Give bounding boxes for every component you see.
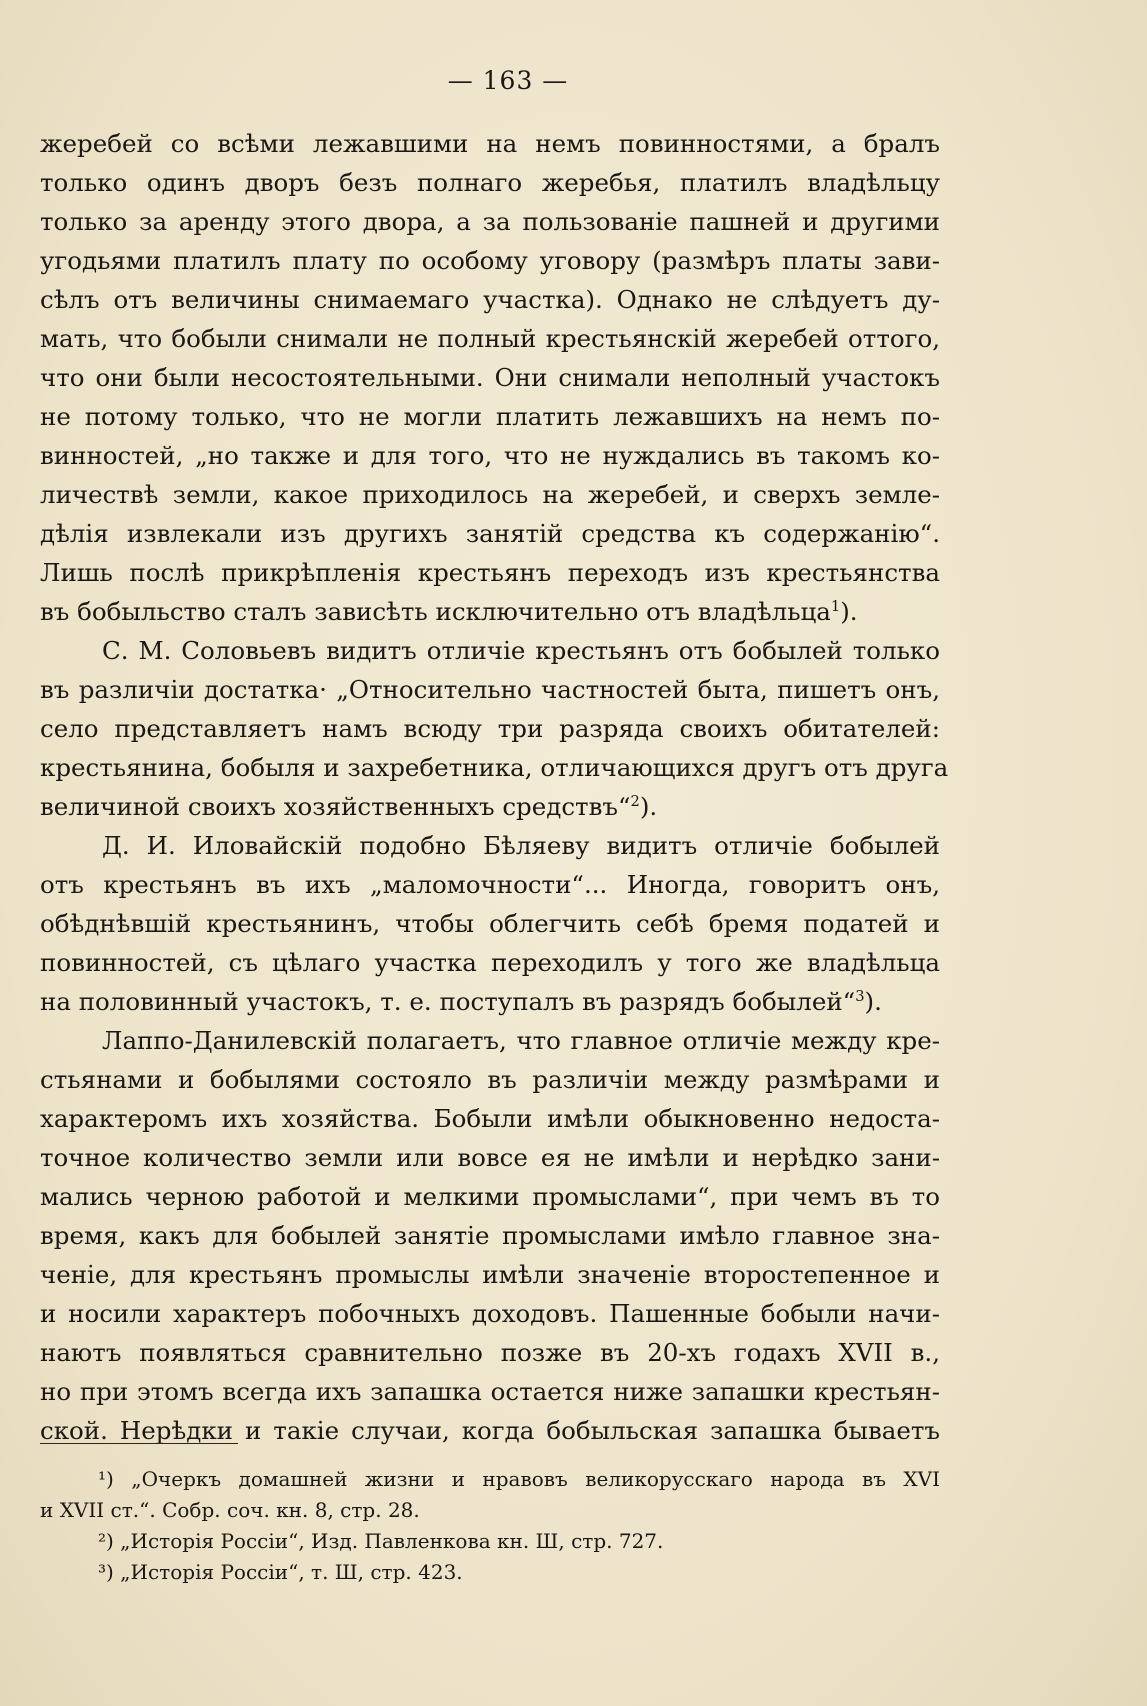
- text-line: [40, 358, 940, 397]
- text-line: [40, 865, 940, 904]
- text-line-content: отъ крестьянъ въ ихъ „маломочности“... Иногда, говоритъ онъ,: [40, 870, 940, 899]
- text-line: [40, 553, 940, 592]
- footnote-divider: [40, 1443, 238, 1444]
- text-line-content: село представляетъ намъ всюду три разряда своихъ обитателей:: [40, 714, 940, 743]
- text-line-content: обѣднѣвшій крестьянинъ, чтобы облегчить себѣ бремя податей и: [40, 909, 940, 938]
- text-line-content: дѣлія извлекали изъ другихъ занятій средства къ содержанію“.: [40, 519, 940, 548]
- text-line-content: на половинный участокъ, т. е. поступалъ въ разрядъ бобылей“: [40, 987, 856, 1016]
- text-line-content: стьянами и бобылями состояло въ различіи между размѣрами и: [40, 1065, 940, 1094]
- text-line: [40, 1138, 940, 1177]
- footnote-marker: 1: [830, 597, 841, 615]
- text-line-content: не потому только, что не могли платить лежавшихъ на немъ по-: [40, 402, 940, 431]
- text-line: [40, 787, 940, 826]
- footnote-line: ²) „Исторія Россіи“, Изд. Павленкова кн. Ш, стр. 727.: [98, 1529, 664, 1553]
- text-line: [40, 904, 940, 943]
- text-line-tail: ).: [639, 792, 658, 821]
- text-line-content: только одинъ дворъ безъ полнаго жеребья, платилъ владѣльцу: [40, 168, 940, 197]
- text-line-content: мались черною работой и мелкими промыслами“, при чемъ въ то: [40, 1182, 940, 1211]
- text-line: [40, 124, 940, 163]
- text-line: [40, 1099, 940, 1138]
- text-line: [40, 202, 940, 241]
- footnote-line: ³) „Исторія Россіи“, т. Ш, стр. 423.: [98, 1560, 463, 1584]
- text-line: [40, 436, 940, 475]
- main-text: [40, 124, 949, 1450]
- text-line-content: что они были несостоятельными. Они снимали неполный участокъ: [40, 363, 940, 392]
- text-line-content: крестьянина, бобыля и захребетника, отличающихся другъ отъ друга: [40, 753, 949, 782]
- text-line: [40, 982, 940, 1021]
- page-number: — 163 —: [447, 66, 569, 95]
- text-line-content: Д. И. Иловайскій подобно Бѣляеву видитъ отличіе бобылей: [102, 831, 940, 860]
- text-line-content: угодьями платилъ плату по особому уговору (размѣръ платы зави-: [40, 246, 940, 275]
- text-line: [40, 826, 940, 865]
- text-line: [40, 163, 940, 202]
- text-line: [40, 1177, 940, 1216]
- text-line-content: но при этомъ всегда ихъ запашка остается ниже запашки крестьян-: [40, 1377, 940, 1406]
- footnote-marker: 2: [630, 792, 640, 810]
- text-line: [40, 514, 940, 553]
- text-line: [40, 1372, 940, 1411]
- text-line-content: въ различіи достатка· „Относительно частностей быта, пишетъ онъ,: [40, 675, 940, 704]
- text-line-content: время, какъ для бобылей занятіе промыслами имѣло главное зна-: [40, 1221, 940, 1250]
- text-line: [40, 1216, 940, 1255]
- text-line-content: С. М. Соловьевъ видитъ отличіе крестьянъ отъ бобылей только: [102, 636, 940, 665]
- text-line: [40, 748, 949, 787]
- footnote-line: и XVII ст.“. Собр. соч. кн. 8, стр. 28.: [40, 1498, 420, 1522]
- text-line-tail: ).: [864, 987, 882, 1016]
- text-line-content: личествѣ земли, какое приходилось на жеребей, и сверхъ земле-: [40, 480, 940, 509]
- text-line: [40, 670, 940, 709]
- text-line: [40, 1294, 940, 1333]
- text-line-content: мать, что бобыли снимали не полный крестьянскій жеребей оттого,: [40, 324, 940, 353]
- text-line: [40, 592, 940, 631]
- text-line-content: и носили характеръ побочныхъ доходовъ. Пашенные бобыли начи-: [40, 1299, 940, 1328]
- text-line: [40, 631, 940, 670]
- text-line-content: винностей, „но также и для того, что не нуждались въ такомъ ко-: [40, 441, 940, 470]
- text-line: [40, 1411, 940, 1450]
- text-line-content: ской. Нерѣдки и такіе случаи, когда бобыльская запашка бываетъ: [40, 1416, 940, 1445]
- text-line-content: жеребей со всѣми лежавшими на немъ повинностями, а бралъ: [40, 129, 940, 158]
- text-line-content: повинностей, съ цѣлаго участка переходилъ у того же владѣльца: [40, 948, 940, 977]
- text-line-content: сѣлъ отъ величины снимаемаго участка). Однако не слѣдуетъ ду-: [40, 285, 940, 314]
- text-line-content: Лишь послѣ прикрѣпленія крестьянъ переходъ изъ крестьянства: [40, 558, 940, 587]
- text-line: [40, 475, 940, 514]
- text-line-content: въ бобыльство сталъ зависѣть исключительно отъ владѣльца: [40, 597, 831, 626]
- footnote-marker: 3: [855, 987, 865, 1005]
- text-line: [40, 280, 940, 319]
- text-line: [40, 1333, 940, 1372]
- text-line-content: характеромъ ихъ хозяйства. Бобыли имѣли обыкновенно недоста-: [40, 1104, 940, 1133]
- text-line: [40, 943, 940, 982]
- text-line-tail: ).: [840, 597, 858, 626]
- text-line: [40, 1021, 940, 1060]
- text-line-content: наютъ появляться сравнительно позже въ 20-хъ годахъ XVII в.,: [40, 1338, 940, 1367]
- text-line-content: только за аренду этого двора, а за пользованіе пашней и другими: [40, 207, 940, 236]
- text-line: [40, 397, 940, 436]
- text-line-content: величиной своихъ хозяйственныхъ средствъ“: [40, 792, 631, 821]
- text-line: [40, 1255, 940, 1294]
- footnote-line: ¹) „Очеркъ домашней жизни и нравовъ великорусскаго народа въ XVI: [98, 1467, 940, 1491]
- text-line-content: точное количество земли или вовсе ея не имѣли и нерѣдко зани-: [40, 1143, 940, 1172]
- text-line-content: ченіе, для крестьянъ промыслы имѣли значеніе второстепенное и: [40, 1260, 940, 1289]
- text-line: [40, 241, 940, 280]
- text-line: [40, 319, 940, 358]
- text-line: [40, 709, 940, 748]
- text-line: [40, 1060, 940, 1099]
- footnotes: [40, 1464, 940, 1588]
- text-line-content: Лаппо-Данилевскій полагаетъ, что главное отличіе между кре-: [102, 1026, 940, 1055]
